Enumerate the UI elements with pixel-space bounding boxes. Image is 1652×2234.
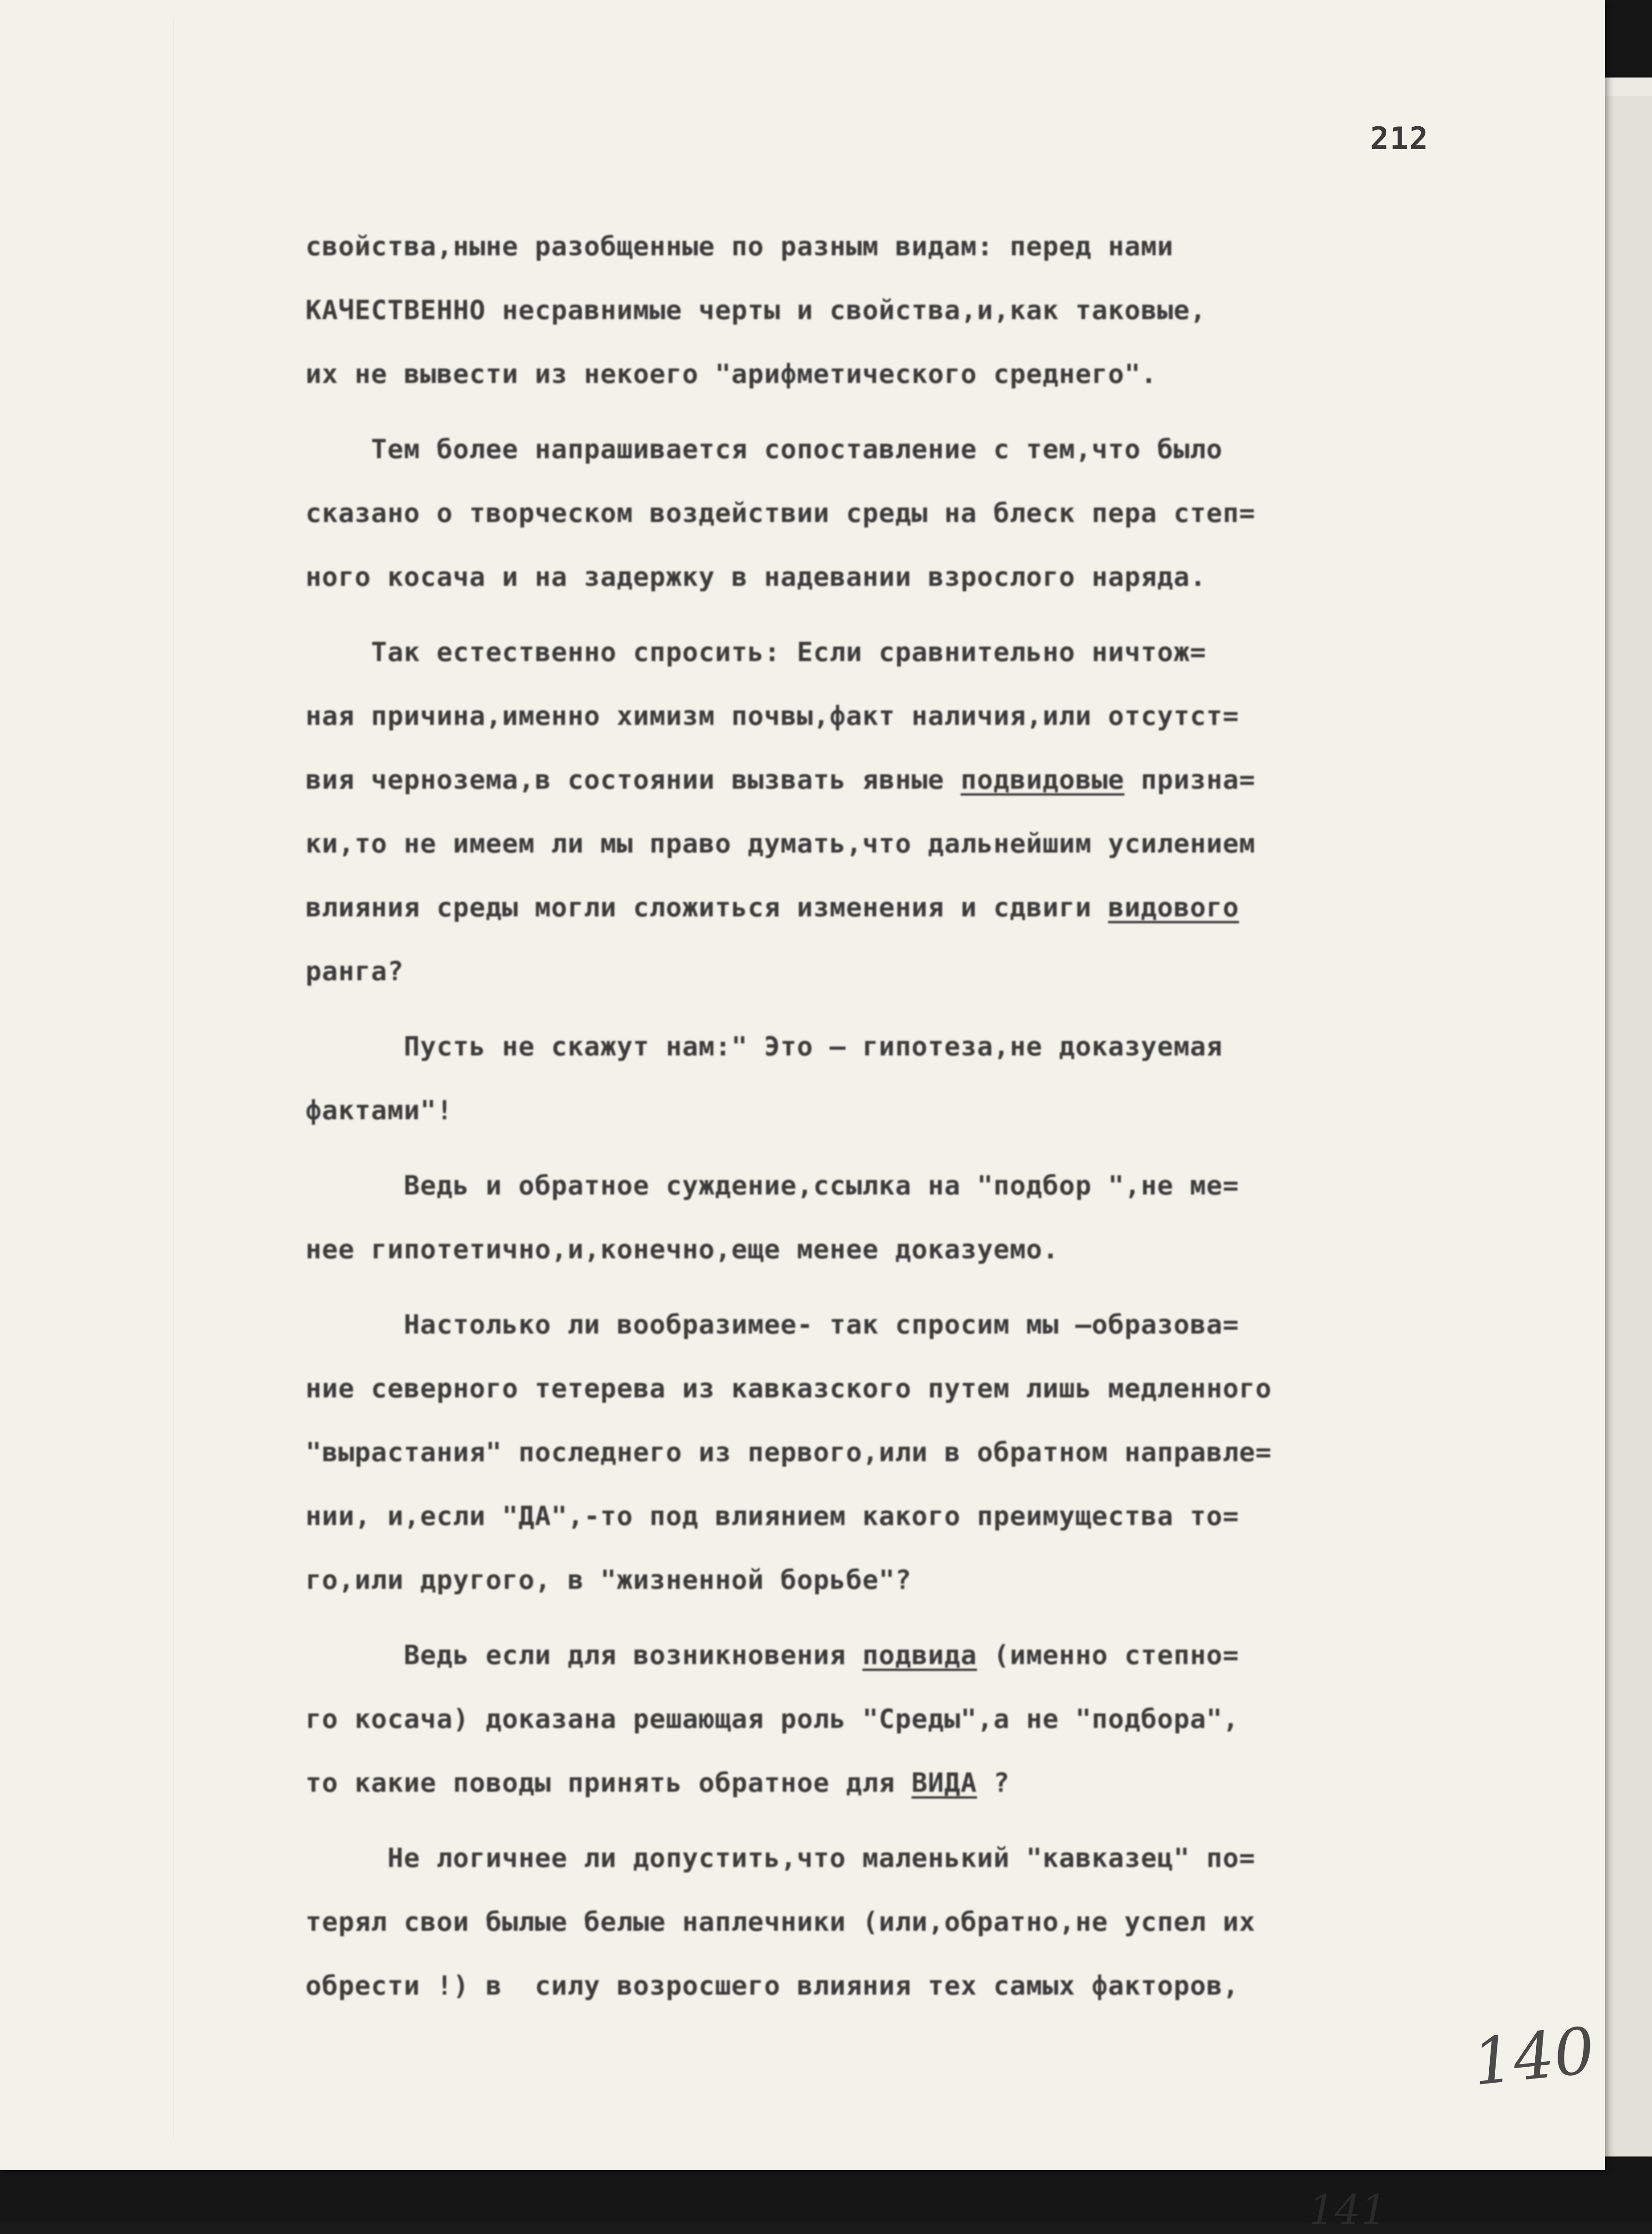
text-segment: нее гипотетично,и,конечно,еще менее доказуемо. bbox=[306, 1234, 1059, 1265]
text-line bbox=[306, 1420, 1546, 1484]
text-line bbox=[306, 875, 1546, 939]
text-line bbox=[306, 748, 1546, 812]
text-segment: Ведь если для возникновения bbox=[306, 1639, 863, 1670]
text-segment: го,или другого, в "жизненной борьбе"? bbox=[306, 1564, 912, 1595]
text-segment: фактами"! bbox=[306, 1095, 453, 1126]
paragraph-gap bbox=[306, 1612, 1546, 1623]
page-number: 212 bbox=[1370, 121, 1429, 157]
text-line bbox=[306, 812, 1546, 875]
text-line bbox=[306, 1623, 1546, 1687]
text-segment: Настолько ли вообразимее- так спросим мы –образова= bbox=[306, 1309, 1239, 1340]
text-segment: ная причина,именно химизм почвы,факт наличия,или отсутст= bbox=[306, 700, 1239, 731]
page-fold bbox=[173, 18, 174, 2138]
text-segment: (именно степно= bbox=[977, 1639, 1239, 1670]
text-line bbox=[306, 1153, 1546, 1217]
text-segment: нии, и,если "ДА",-то под влиянием какого преимущества то= bbox=[306, 1500, 1239, 1531]
handwritten-archive-number: 140 bbox=[1469, 2013, 1599, 2100]
next-sheet-mark: 141 bbox=[1309, 2186, 1387, 2234]
text-segment: Так естественно спросить: Если сравнительно ничтож= bbox=[306, 636, 1207, 667]
text-segment: вия чернозема,в состоянии вызвать явные bbox=[306, 764, 961, 795]
text-line bbox=[306, 939, 1546, 1003]
text-segment: Не логичнее ли допустить,что маленький "кавказец" по= bbox=[306, 1842, 1256, 1873]
paragraph-gap bbox=[306, 609, 1546, 620]
text-line bbox=[306, 214, 1546, 278]
text-segment: ранга? bbox=[306, 956, 404, 987]
text-segment: ного косача и на задержку в надевании взрослого наряда. bbox=[306, 561, 1207, 592]
text-line bbox=[306, 1548, 1546, 1612]
text-line bbox=[306, 1954, 1546, 2017]
text-segment: Пусть не скажут нам:" Это – гипотеза,не доказуемая bbox=[306, 1031, 1223, 1062]
underlined-word: видового bbox=[1108, 892, 1239, 923]
text-line bbox=[306, 545, 1546, 609]
text-segment: то какие поводы принять обратное для bbox=[306, 1767, 912, 1798]
paragraph-gap bbox=[306, 1281, 1546, 1293]
text-line bbox=[306, 342, 1546, 406]
text-line bbox=[306, 684, 1546, 748]
text-line bbox=[306, 278, 1546, 342]
text-segment: Тем более напрашивается сопоставление с тем,что было bbox=[306, 434, 1223, 465]
text-line bbox=[306, 1687, 1546, 1751]
text-line bbox=[306, 1078, 1546, 1142]
text-segment: ки,то не имеем ли мы право думать,что дальнейшим усилением bbox=[306, 828, 1256, 859]
text-segment: ние северного тетерева из кавказского путем лишь медленного bbox=[306, 1373, 1272, 1404]
text-line bbox=[306, 1293, 1546, 1356]
text-line bbox=[306, 1217, 1546, 1281]
text-segment: ? bbox=[977, 1767, 1010, 1798]
text-segment: призна= bbox=[1124, 764, 1256, 795]
paragraph-gap bbox=[306, 406, 1546, 417]
underlined-word: подвидовые bbox=[960, 764, 1124, 795]
text-segment: сказано о творческом воздействии среды на блеск пера степ= bbox=[306, 497, 1256, 528]
paragraph-gap bbox=[306, 1003, 1546, 1014]
text-segment: го косача) доказана решающая роль "Среды",а не "подбора", bbox=[306, 1703, 1239, 1734]
text-line bbox=[306, 1826, 1546, 1890]
text-segment: КАЧЕСТВЕННО несравнимые черты и свойства,и,как таковые, bbox=[306, 295, 1207, 326]
text-segment: свойства,ныне разобщенные по разным видам: перед нами bbox=[306, 231, 1174, 262]
text-line bbox=[306, 1890, 1546, 1954]
paragraph-gap bbox=[306, 1142, 1546, 1153]
text-line bbox=[306, 620, 1546, 684]
underlined-word: подвида bbox=[862, 1639, 977, 1670]
text-segment: терял свои былые белые наплечники (или,обратно,не успел их bbox=[306, 1906, 1256, 1937]
text-line bbox=[306, 417, 1546, 481]
text-segment: "вырастания" последнего из первого,или в обратном направле= bbox=[306, 1437, 1272, 1468]
text-segment: их не вывести из некоего "арифметического среднего". bbox=[306, 358, 1157, 389]
text-segment: обрести !) в силу возросшего влияния тех самых факторов, bbox=[306, 1970, 1239, 2001]
text-line bbox=[306, 481, 1546, 545]
text-segment: влияния среды могли сложиться изменения и сдвиги bbox=[306, 892, 1108, 923]
text-line bbox=[306, 1751, 1546, 1815]
underlined-word: ВИДА bbox=[911, 1767, 977, 1798]
text-segment: Ведь и обратное суждение,ссылка на "подбор ",не ме= bbox=[306, 1170, 1239, 1201]
text-line bbox=[306, 1356, 1546, 1420]
text-line bbox=[306, 1014, 1546, 1078]
paragraph-gap bbox=[306, 1815, 1546, 1826]
body-text bbox=[306, 214, 1546, 2017]
text-line bbox=[306, 1484, 1546, 1548]
